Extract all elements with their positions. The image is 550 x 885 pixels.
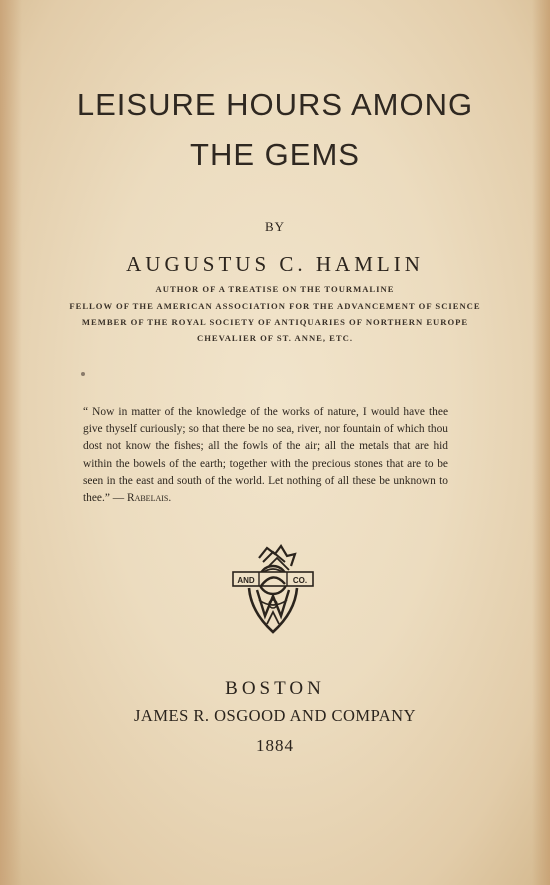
epigraph-attribution: Rabelais. xyxy=(126,492,172,505)
author-credential: AUTHOR OF A TREATISE ON THE TOURMALINE xyxy=(155,284,395,294)
byline: BY xyxy=(264,219,286,234)
epigraph xyxy=(83,404,448,507)
emblem-left-text: AND xyxy=(237,576,255,585)
book-title-line-1: LEISURE HOURS AMONG xyxy=(76,87,474,122)
author-name: AUGUSTUS C. HAMLIN xyxy=(126,252,424,276)
epigraph-text: “ Now in matter of the knowledge of the works of nature, I would have thee give thyself curiously; so that there be no sea, river, nor fountain of which thou dost not know the fishes; all the fowls of the air; all the metals that are hid within the bowels of the earth; together with the precious stones that are to be seen in the east and south of the world. Let nothing of all these be unknown to thee.” — xyxy=(83,406,448,505)
author-credential: FELLOW OF THE AMERICAN ASSOCIATION FOR THE ADVANCEMENT OF SCIENCE xyxy=(69,301,481,311)
imprint-year: 1884 xyxy=(256,736,294,755)
imprint-publisher: JAMES R. OSGOOD AND COMPANY xyxy=(134,706,416,725)
publisher-device-emblem xyxy=(229,540,317,640)
book-title-line-2: THE GEMS xyxy=(190,137,360,172)
author-credential: CHEVALIER OF ST. ANNE, ETC. xyxy=(196,333,353,343)
author-credential: MEMBER OF THE ROYAL SOCIETY OF ANTIQUARIES OF NORTHERN EUROPE xyxy=(81,317,469,327)
imprint-city: BOSTON xyxy=(225,678,325,699)
ink-speck xyxy=(81,372,85,376)
emblem-right-text: CO. xyxy=(292,576,308,585)
